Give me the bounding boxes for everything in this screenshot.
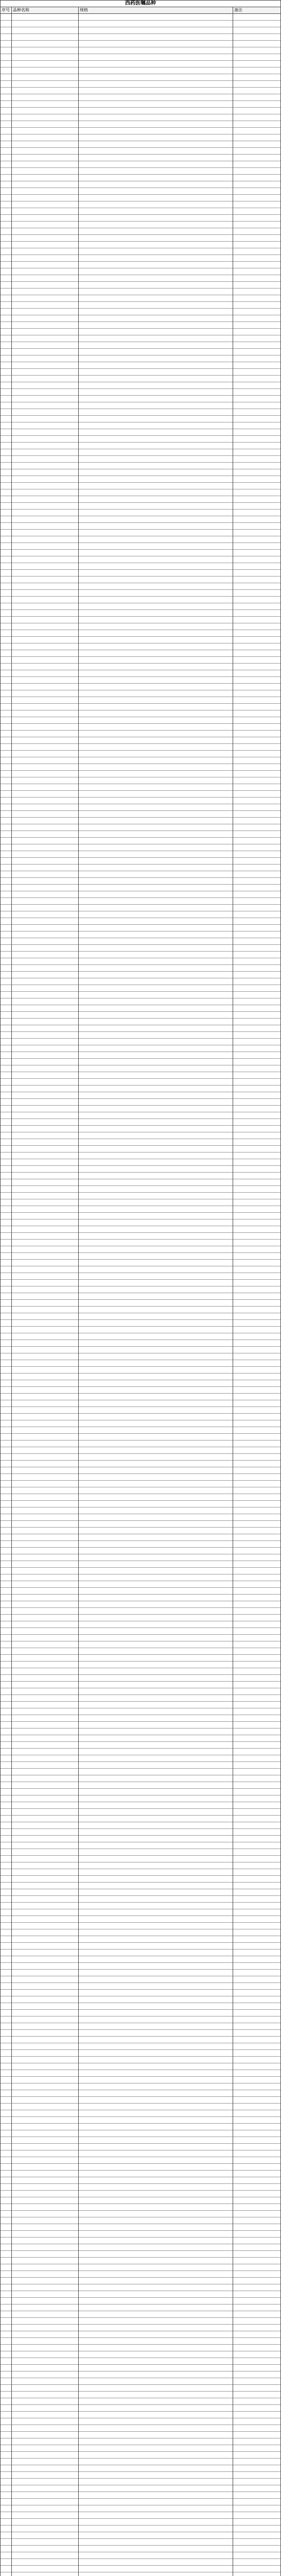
drug-table bbox=[0, 7, 281, 2576]
column-divider bbox=[11, 7, 12, 2576]
table-title: 西药医嘱品种 bbox=[0, 0, 281, 7]
column-divider bbox=[78, 7, 79, 2576]
column-header-spec: 规格 bbox=[79, 7, 233, 13]
column-header-note: 备注 bbox=[234, 8, 242, 12]
column-header-name: 品种名称 bbox=[12, 7, 79, 13]
column-header-number: 序号 bbox=[1, 7, 12, 13]
table-header bbox=[1, 7, 280, 14]
